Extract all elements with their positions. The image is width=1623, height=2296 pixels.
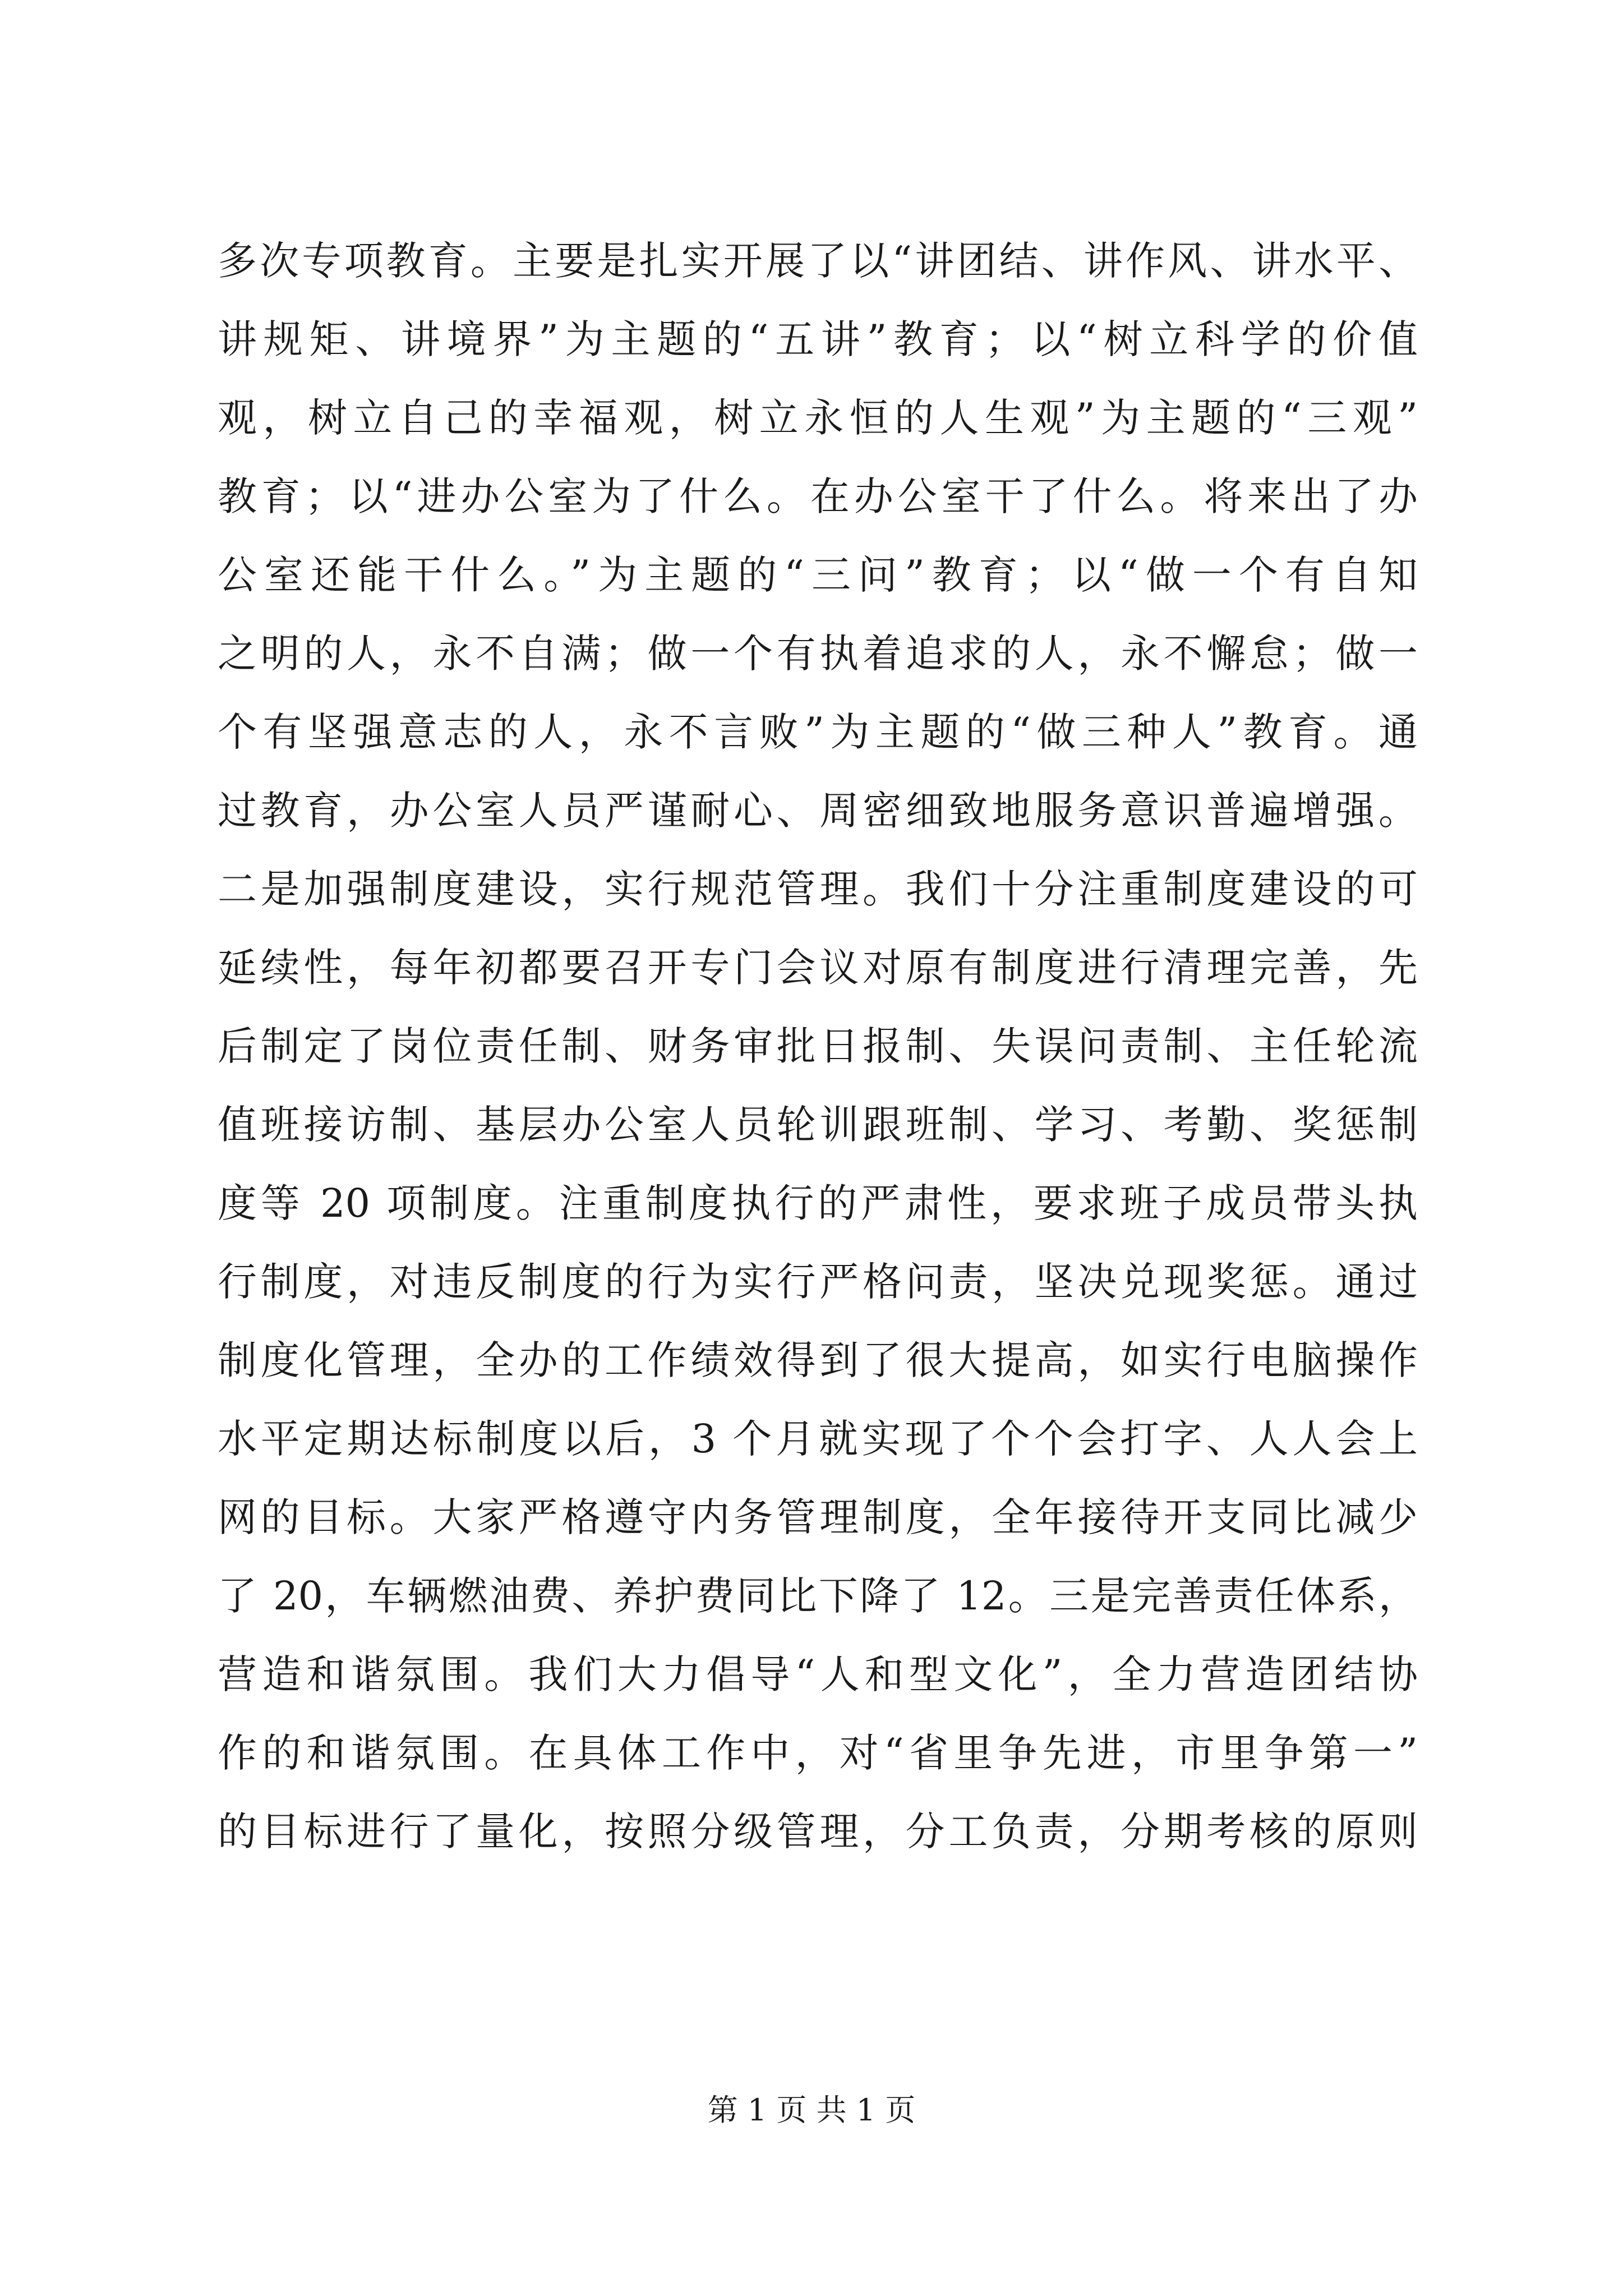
text-line: 值班接访制、基层办公室人员轮训跟班制、学习、考勤、奖惩制	[218, 1102, 1418, 1148]
text-line: 度等 20 项制度。注重制度执行的严肃性，要求班子成员带头执	[218, 1180, 1418, 1226]
text-line: 延续性，每年初都要召开专门会议对原有制度进行清理完善，先	[218, 945, 1418, 991]
text-line: 网的目标。大家严格遵守内务管理制度，全年接待开支同比减少	[218, 1494, 1418, 1540]
text-line: 行制度，对违反制度的行为实行严格问责，坚决兑现奖惩。通过	[218, 1259, 1418, 1305]
text-line: 作的和谐氛围。在具体工作中，对“省里争先进，市里争第一”	[218, 1730, 1418, 1776]
text-line: 之明的人，永不自满；做一个有执着追求的人，永不懈怠；做一	[218, 631, 1418, 677]
page-number-footer: 第 1 页 共 1 页	[707, 2092, 916, 2128]
text-line: 后制定了岗位责任制、财务审批日报制、失误问责制、主任轮流	[218, 1023, 1418, 1069]
text-line: 了 20，车辆燃油费、养护费同比下降了 12。三是完善责任体系，	[218, 1573, 1418, 1619]
text-line: 制度化管理，全办的工作绩效得到了很大提高，如实行电脑操作	[218, 1337, 1418, 1383]
text-line: 教育；以“进办公室为了什么。在办公室干了什么。将来出了办	[218, 473, 1418, 519]
text-line: 观，树立自己的幸福观，树立永恒的人生观”为主题的“三观”	[218, 395, 1418, 441]
text-line: 个有坚强意志的人，永不言败”为主题的“做三种人”教育。通	[218, 709, 1418, 755]
text-line: 讲规矩、讲境界”为主题的“五讲”教育；以“树立科学的价值	[218, 316, 1418, 362]
text-line: 的目标进行了量化，按照分级管理，分工负责，分期考核的原则	[218, 1809, 1418, 1855]
text-line: 水平定期达标制度以后，3 个月就实现了个个会打字、人人会上	[218, 1416, 1418, 1462]
text-line: 过教育，办公室人员严谨耐心、周密细致地服务意识普遍增强。	[218, 788, 1418, 834]
text-line: 营造和谐氛围。我们大力倡导“人和型文化”，全力营造团结协	[218, 1651, 1418, 1697]
body-text	[218, 222, 1418, 1871]
text-line: 多次专项教育。主要是扎实开展了以“讲团结、讲作风、讲水平、	[218, 238, 1418, 284]
text-line: 二是加强制度建设，实行规范管理。我们十分注重制度建设的可	[218, 866, 1418, 912]
text-line: 公室还能干什么。”为主题的“三问”教育；以“做一个有自知	[218, 552, 1418, 598]
